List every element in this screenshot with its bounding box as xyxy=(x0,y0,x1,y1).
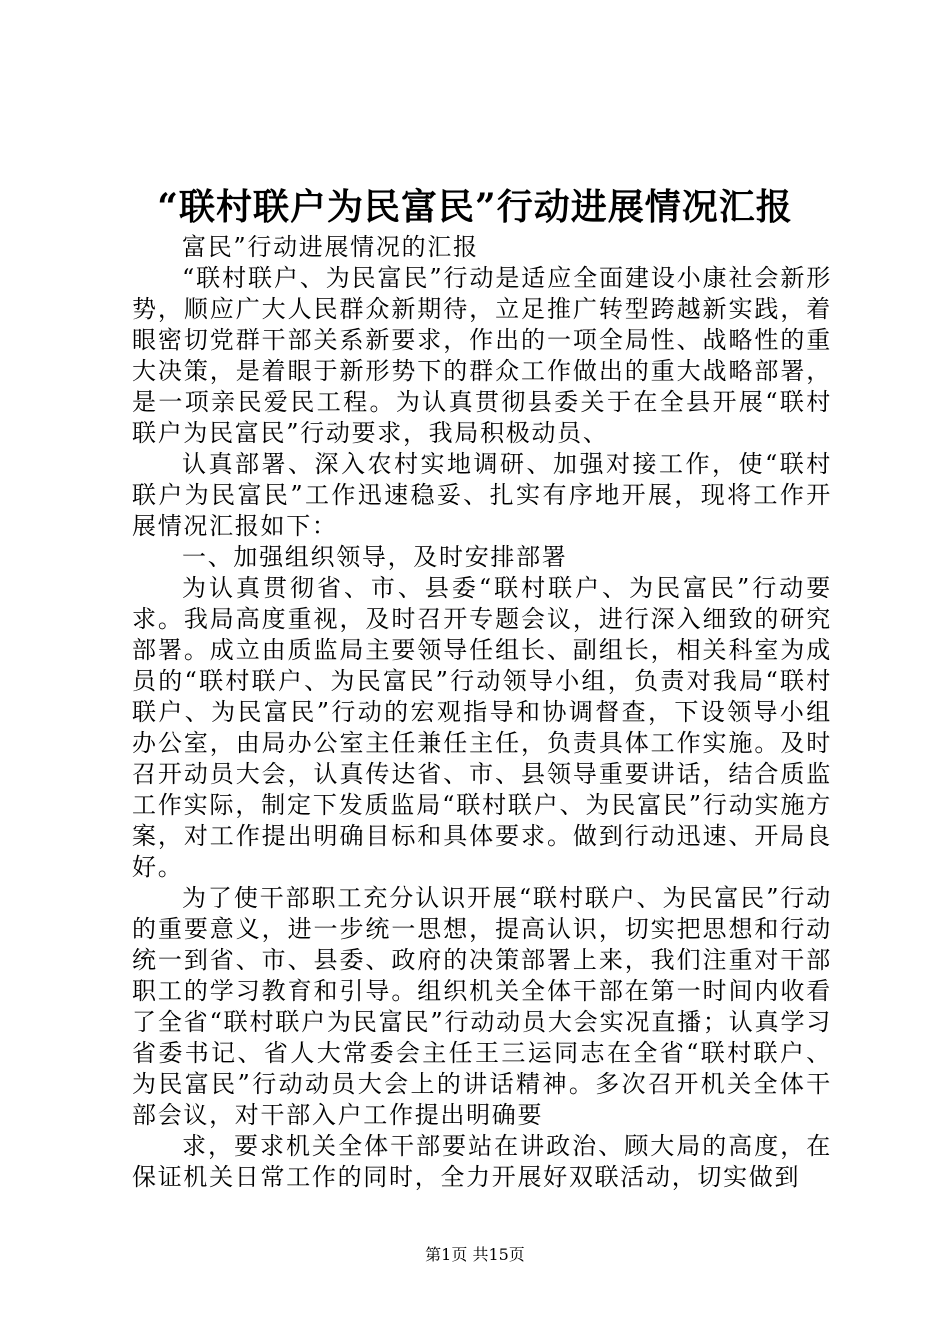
paragraph: 求，要求机关全体干部要站在讲政治、顾大局的高度，在保证机关日常工作的同时，全力开展好双联活动，切实做到 xyxy=(132,1132,832,1191)
paragraph: “联村联户、为民富民”行动是适应全面建设小康社会新形势，顺应广大人民群众新期待，立足推广转型跨越新实践，着眼密切党群干部关系新要求，作出的一项全局性、战略性的重大决策，是着眼于新形势下的群众工作做出的重大战略部署，是一项亲民爱民工程。为认真贯彻县委关于在全县开展“联村联户为民富民”行动要求，我局积极动员、 xyxy=(132,264,832,447)
paragraph: 为认真贯彻省、市、县委“联村联户、为民富民”行动要求。我局高度重视，及时召开专题会议，进行深入细致的研究部署。成立由质监局主要领导任组长、副组长，相关科室为成员的“联村联户、为民富民”行动领导小组，负责对我局“联村联户、为民富民”行动的宏观指导和协调督查，下设领导小组办公室，由局办公室主任兼任主任，负责具体工作实施。及时召开动员大会，认真传达省、市、县领导重要讲话，结合质监工作实际，制定下发质监局“联村联户、为民富民”行动实施方案，对工作提出明确目标和具体要求。做到行动迅速、开局良好。 xyxy=(132,574,832,881)
paragraph: 认真部署、深入农村实地调研、加强对接工作，使“联村联户为民富民”工作迅速稳妥、扎实有序地开展，现将工作开展情况汇报如下： xyxy=(132,450,832,540)
page-number: 第1页 共15页 xyxy=(425,1245,525,1264)
document-body xyxy=(132,232,832,1193)
paragraph: 富民”行动进展情况的汇报 xyxy=(182,233,479,261)
document-title: “联村联户为民富民”行动进展情况汇报 xyxy=(157,186,793,228)
paragraph: 为了使干部职工充分认识开展“联村联户、为民富民”行动的重要意义，进一步统一思想，提高认识，切实把思想和行动统一到省、市、县委、政府的决策部署上来，我们注重对干部职工的学习教育和引导。组织机关全体干部在第一时间内收看了全省“联村联户为民富民”行动动员大会实况直播；认真学习省委书记、省人大常委会主任王三运同志在全省“联村联户、为民富民”行动动员大会上的讲话精神。多次召开机关全体干部会议，对干部入户工作提出明确要 xyxy=(132,884,832,1129)
section-heading: 一、加强组织领导，及时安排部署 xyxy=(182,543,568,571)
